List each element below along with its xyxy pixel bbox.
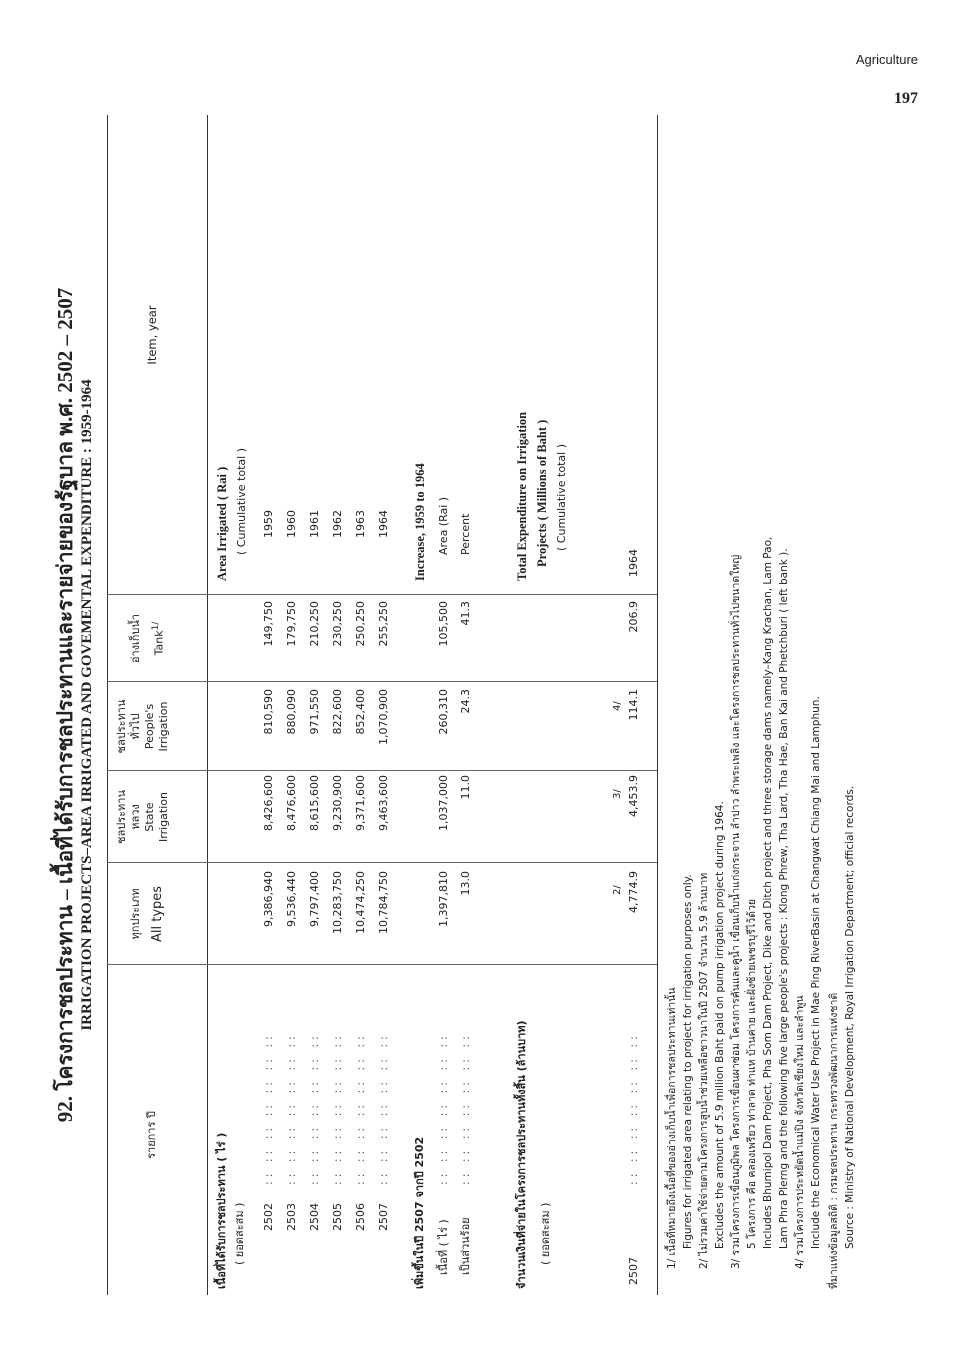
row-label-th: เป็นส่วนร้อย <box>459 1217 472 1275</box>
page-number: 197 <box>894 90 918 107</box>
col-header-tank-en: Tank <box>152 630 166 656</box>
cell-tank: 179,750 <box>285 601 298 647</box>
col-header-tank-th: อ่างเก็บน้ำ <box>129 613 142 664</box>
col-header-people-en2: Irrigation <box>157 701 170 752</box>
leader-dots: :: :: :: :: :: :: :: <box>308 1032 321 1185</box>
cell-all-types: 13.0 <box>459 871 472 896</box>
cell-state: 9,463,600 <box>377 775 390 831</box>
row-year-th: 2507 <box>377 1203 390 1231</box>
cell-people: 114.1 <box>627 689 640 721</box>
cell-state: 9,371,600 <box>354 775 367 831</box>
cell-people: 852,400 <box>354 689 367 735</box>
row-year-en: 1960 <box>285 510 298 538</box>
leader-dots: :: :: :: :: :: :: :: <box>331 1032 344 1185</box>
section-area-th-sub: ( ยอดสะสม ) <box>233 1202 246 1265</box>
col-header-state <box>115 773 171 861</box>
leader-dots: :: :: :: :: :: :: :: <box>377 1032 390 1185</box>
row-year-en: 1961 <box>308 510 321 538</box>
cell-all-types: 4,774.9 <box>627 871 640 913</box>
row-year-en: 1963 <box>354 510 367 538</box>
footnote-4-en: Include the Economical Water Use Project in Mae Ping RiverBasin at Changwat Chiang Mai and Lamphun. <box>810 696 822 1249</box>
col-header-people-th2: ทั่วไป <box>129 713 142 740</box>
cell-state: 9,230,900 <box>331 775 344 831</box>
col-header-state-th1: ชลประทาน <box>115 790 128 844</box>
cell-tank: 230,250 <box>331 601 344 647</box>
row-year-th: 2502 <box>262 1203 275 1231</box>
cell-state: 1,037,000 <box>437 775 450 831</box>
section-expenditure-en1: Total Expenditure on Irrigation <box>515 411 529 581</box>
footnote-4-th: 4/ รวมโครงการประหยัดน้ำแม่ปิง จังหวัดเชียงใหม่ และลำพูน <box>794 995 806 1269</box>
cell-all-types: 10,283,750 <box>331 871 344 934</box>
col-divider <box>107 594 657 595</box>
rotated-table-page <box>45 115 925 1295</box>
cell-state: 8,476,600 <box>285 775 298 831</box>
cell-tank: 105,500 <box>437 601 450 647</box>
col-header-tank-note: 1/ <box>151 621 161 631</box>
cell-people: 822,600 <box>331 689 344 735</box>
footnote-1-en: Figures for irrigated area relating to project for irrigation purposes only. <box>682 874 694 1249</box>
leader-dots: :: :: :: :: :: :: :: <box>285 1032 298 1185</box>
cell-all-types: 9,386,940 <box>262 871 275 927</box>
cell-state: 11.0 <box>459 775 472 800</box>
row-year-th: 2503 <box>285 1203 298 1231</box>
row-year-en: 1959 <box>262 510 275 538</box>
source-th: ที่มาแห่งข้อมูลสถิติ : กรมชลประทาน กระทรวงพัฒนาการแห่งชาติ <box>828 992 840 1289</box>
leader-dots: :: :: :: :: :: :: :: <box>354 1032 367 1185</box>
row-year-th: 2504 <box>308 1203 321 1231</box>
title-thai: 92. โครงการชลประทาน – เนื้อที่ได้รับการชลประทานและรายจ่ายของรัฐบาล พ.ศ. 2502 – 2507 <box>53 287 77 1123</box>
footnote-ref: 3/ <box>612 789 623 799</box>
header-bottom-rule <box>207 115 208 1295</box>
cell-state: 8,426,600 <box>262 775 275 831</box>
row-year-en: 1962 <box>331 510 344 538</box>
row-year-en: 1964 <box>377 510 390 538</box>
cell-people: 880,090 <box>285 689 298 735</box>
cell-all-types: 10,784,750 <box>377 871 390 934</box>
cell-all-types: 10,474,250 <box>354 871 367 934</box>
cell-state: 8,615,600 <box>308 775 321 831</box>
section-expenditure-th-sub: ( ยอดสะสม ) <box>539 1202 552 1265</box>
cell-tank: 206.9 <box>627 601 640 633</box>
row-year-th: 2506 <box>354 1203 367 1231</box>
leader-dots: :: :: :: :: :: :: :: <box>262 1032 275 1185</box>
source-en: Source : Ministry of National Development, Royal Irrigation Department; official records. <box>844 785 856 1249</box>
cell-all-types: 9,797,400 <box>308 871 321 927</box>
row-label-en: Area (Rai ) <box>437 496 450 555</box>
cell-people: 971,550 <box>308 689 321 735</box>
footnote-2-en: Excludes the amount of 5.9 million Baht paid on pump irrigation project during 1964. <box>714 801 726 1249</box>
title-english: IRRIGATION PROJECTS–AREA IRRIGATED AND GOVEMENTAL EXPENDITURE : 1959-1964 <box>79 379 95 1031</box>
section-label: Agriculture <box>855 52 918 67</box>
section-increase-en: Increase, 1959 to 1964 <box>413 463 427 581</box>
leader-dots: :: :: :: :: :: :: :: <box>627 1032 640 1185</box>
cell-tank: 255,250 <box>377 601 390 647</box>
footnote-2-th: 2/ ไม่รวมค่าใช้จ่ายตามโครงการสูบน้ำช่วยเหลือชาวนาในปี 2507 จำนวน 5.9 ล้านบาท <box>698 872 710 1269</box>
footnote-3-en: Includes Bhumipol Dam Project, Pha Som Dam Project, Dike and Ditch project and three storage dams namely–Kang Krachan, Lam Pao, <box>762 536 774 1249</box>
col-header-all-en: All types <box>150 885 165 943</box>
cell-tank: 41.3 <box>459 601 472 626</box>
cell-state: 4,453.9 <box>627 775 640 817</box>
col-header-people <box>115 684 171 769</box>
table-top-rule <box>107 115 108 1295</box>
section-expenditure-th: จำนวนเงินที่จ่ายในโครงการชลประทานทั้งสิ้น (ล้านบาท) <box>515 1020 528 1289</box>
cell-people: 1,070,900 <box>377 689 390 745</box>
footnote-ref: 2/ <box>612 885 623 895</box>
row-year-th: 2507 <box>627 1257 640 1285</box>
section-area-th: เนื้อที่ได้รับการชลประทาน ( ไร่ ) <box>215 1132 228 1289</box>
cell-all-types: 1,397,810 <box>437 871 450 927</box>
cell-people: 24.3 <box>459 689 472 714</box>
cell-tank: 250,250 <box>354 601 367 647</box>
col-header-item-en: Item, year <box>145 305 159 365</box>
row-label-th: เนื้อที่ ( ไร่ ) <box>437 1219 450 1275</box>
section-expenditure-en-sub: ( Cumulative total ) <box>555 443 568 551</box>
row-year-th: 2505 <box>331 1203 344 1231</box>
leader-dots: :: :: :: :: :: :: :: <box>437 1032 450 1185</box>
col-header-tank <box>129 597 167 680</box>
footnote-3-en-cont: Lam Phra Plerng and the following five large people's projects : Klong Phrew, Tha Lard, Tha Hae, Ban Kai and Phetchburi ( left bank ). <box>778 548 790 1249</box>
col-header-all-types <box>129 865 165 963</box>
row-label-en: Percent <box>459 513 472 555</box>
col-header-item-th: รายการ ปี <box>145 1111 158 1159</box>
footnote-3-th-cont: 5 โครงการ คือ คลองเพรียว ท่าลาด ท่าแห บ้านค่าย และฝั่งซ้ายเพชรบุรีไว้ด้วย <box>746 899 758 1249</box>
col-header-all-th: ทุกประเภท <box>129 888 142 940</box>
leader-dots: :: :: :: :: :: :: :: <box>459 1032 472 1185</box>
row-year-en: 1964 <box>627 549 640 577</box>
table-bottom-rule <box>657 115 658 1295</box>
cell-tank: 210,250 <box>308 601 321 647</box>
section-expenditure-en2: Projects ( Millions of Baht ) <box>535 419 549 567</box>
cell-tank: 149,750 <box>262 601 275 647</box>
footnote-1-th: 1/ เนื้อที่หมายถึงเนื้อที่ของอ่างเก็บน้ำเพื่อการชลประทานเท่านั้น <box>666 987 678 1269</box>
cell-all-types: 9,536,440 <box>285 871 298 927</box>
cell-people: 810,590 <box>262 689 275 735</box>
section-area-en-sub: ( Cumulative total ) <box>235 447 248 555</box>
col-header-people-th1: ชลประทาน <box>115 699 128 754</box>
section-area-en: Area Irrigated ( Rai ) <box>215 466 229 581</box>
col-header-state-en1: State <box>143 802 156 832</box>
col-header-state-en2: Irrigation <box>157 792 170 842</box>
col-header-state-th2: หลวง <box>129 804 142 830</box>
footnote-3-th: 3/ รวมโครงการเขื่อนภูมิพล โครงการเขื่อนผาซ่อม โครงการคันและคูน้ำ เขื่อนเก็บน้ำแก่งกระจาน ลำปาว ลำพระเพลิง และโครงการชลประทานทั่วไปขนาดใหญ่ <box>730 554 742 1269</box>
section-increase-th: เพิ่มขึ้นในปี 2507 จากปี 2502 <box>413 1136 426 1289</box>
footnote-ref: 4/ <box>612 701 623 711</box>
cell-people: 260,310 <box>437 689 450 735</box>
col-header-people-en1: People's <box>143 703 156 750</box>
